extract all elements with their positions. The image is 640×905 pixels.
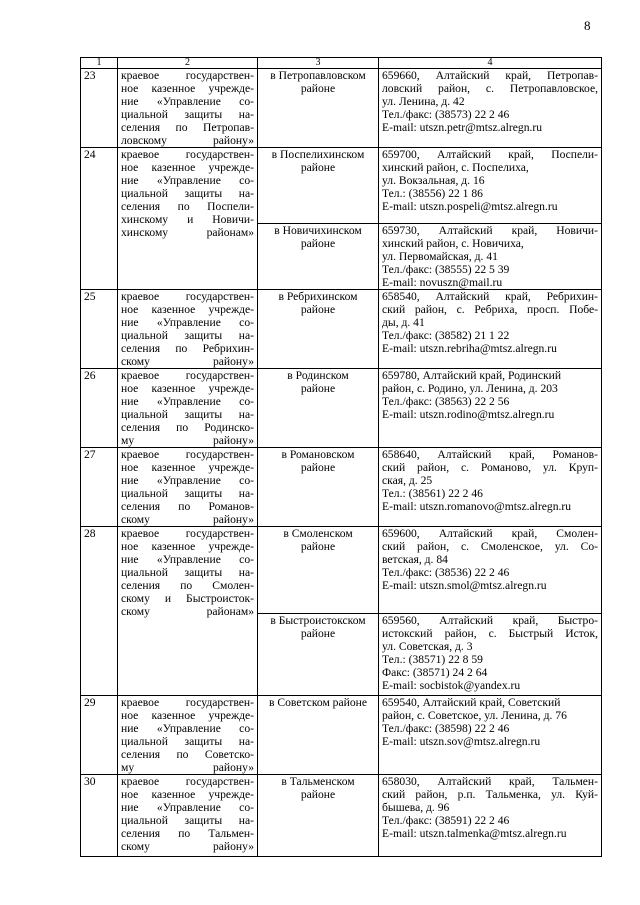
organization-line: краевое государствен-: [121, 69, 254, 82]
organization-cell: [118, 148, 258, 290]
email-line: E-mail: utszn.talmenka@mtsz.alregn.ru: [382, 827, 567, 840]
organization-line: циальной защиты на-: [121, 814, 254, 827]
phone-line: Факс: (38571) 24 2 64: [382, 666, 488, 679]
address-line: ул. Вокзальная, д. 16: [382, 174, 485, 187]
phone-line: Тел./факс: (38536) 22 2 46: [382, 566, 510, 579]
header-cell: 3: [258, 58, 379, 69]
district-cell: [258, 69, 379, 148]
row-number: 30: [81, 775, 118, 857]
district-cell: [258, 775, 379, 857]
district-line: в Поспелихинском: [271, 148, 365, 161]
organization-line: скому районам»: [121, 605, 254, 618]
address-line: 658640, Алтайский край, Романов-: [382, 448, 598, 461]
district-cell: [258, 448, 379, 527]
address-line: ский район, с. Ребриха, просп. Побе-: [382, 303, 598, 316]
phone-line: Тел./факс: (38598) 22 2 46: [382, 722, 510, 735]
organization-line: краевое государствен-: [121, 448, 254, 461]
address-cell: [379, 148, 602, 224]
district-cell: [258, 148, 379, 224]
organization-line: ние «Управление со-: [121, 474, 254, 487]
address-cell: [379, 527, 602, 614]
phone-line: Тел.: (38556) 22 1 86: [382, 187, 483, 200]
organization-line: краевое государствен-: [121, 290, 254, 303]
address-cell: [379, 614, 602, 696]
organization-line: скому и Быстроисток-: [121, 592, 254, 605]
organization-line: ние «Управление со-: [121, 174, 254, 187]
organization-line: ное казенное учрежде-: [121, 82, 254, 95]
district-line: районе: [300, 82, 336, 95]
organization-line: ное казенное учрежде-: [121, 788, 254, 801]
organization-line: селения по Романов-: [121, 500, 254, 513]
organization-line: ное казенное учрежде-: [121, 540, 254, 553]
address-line: ды, д. 41: [382, 316, 425, 329]
organization-line: скому району»: [121, 840, 254, 853]
email-line: E-mail: utszn.rodino@mtsz.alregn.ru: [382, 408, 555, 421]
phone-line: Тел.: (38571) 22 8 59: [382, 653, 483, 666]
district-line: в Быстроистокском: [270, 614, 366, 627]
organization-line: ние «Управление со-: [121, 395, 254, 408]
address-line: ул. Первомайская, д. 41: [382, 250, 498, 263]
district-line: районе: [300, 461, 336, 474]
row-number: 25: [81, 290, 118, 369]
organization-line: ние «Управление со-: [121, 95, 254, 108]
organization-cell: [118, 69, 258, 148]
row-number: 27: [81, 448, 118, 527]
organization-cell: [118, 527, 258, 696]
organization-line: му району»: [121, 761, 254, 774]
email-line: E-mail: utszn.pospeli@mtsz.alregn.ru: [382, 200, 558, 213]
header-cell: 1: [81, 58, 118, 69]
address-line: ский район, с. Романово, ул. Круп-: [382, 461, 598, 474]
address-cell: [379, 775, 602, 857]
email-line: E-mail: novuszn@mail.ru: [382, 276, 503, 289]
organization-cell: [118, 448, 258, 527]
organization-line: циальной защиты на-: [121, 108, 254, 121]
email-line: E-mail: utszn.rebriha@mtsz.alregn.ru: [382, 342, 557, 355]
page-number: 8: [584, 18, 591, 33]
row-number: 24: [81, 148, 118, 290]
organization-line: скому району»: [121, 513, 254, 526]
address-line: ул. Советская, д. 3: [382, 640, 473, 653]
organization-line: скому району»: [121, 355, 254, 368]
organization-line: ние «Управление со-: [121, 722, 254, 735]
organization-line: ние «Управление со-: [121, 553, 254, 566]
header-cell: 2: [118, 58, 258, 69]
address-line: 659730, Алтайский край, Новичи-: [382, 224, 598, 237]
email-line: E-mail: utszn.smol@mtsz.alregn.ru: [382, 579, 547, 592]
organization-line: селения по Ребрихин-: [121, 342, 254, 355]
district-line: в Новичихинском: [274, 224, 362, 237]
organization-line: селения по Петропав-: [121, 121, 254, 134]
phone-line: Тел.: (38561) 22 2 46: [382, 487, 483, 500]
district-line: районе: [300, 382, 336, 395]
address-line: район, с. Советское, ул. Ленина, д. 76: [382, 709, 567, 722]
phone-line: Тел./факс: (38555) 22 5 39: [382, 263, 510, 276]
address-cell: [379, 69, 602, 148]
address-line: 659780, Алтайский край, Родинский: [382, 369, 562, 382]
district-line: в Ребрихинском: [278, 290, 358, 303]
organization-line: ное казенное учрежде-: [121, 303, 254, 316]
email-line: E-mail: utszn.petr@mtsz.alregn.ru: [382, 121, 543, 134]
organization-cell: [118, 775, 258, 857]
phone-line: Тел./факс: (38563) 22 2 56: [382, 395, 510, 408]
organization-cell: [118, 290, 258, 369]
row-number: 26: [81, 369, 118, 448]
organization-line: циальной защиты на-: [121, 408, 254, 421]
header-cell: 4: [379, 58, 602, 69]
address-cell: [379, 696, 602, 775]
district-line: районе: [300, 788, 336, 801]
table-row: [81, 69, 602, 148]
district-line: районе: [300, 627, 336, 640]
email-line: E-mail: utszn.sov@mtsz.alregn.ru: [382, 735, 541, 748]
address-line: ский район, р.п. Тальменка, ул. Куй-: [382, 788, 598, 801]
table-row: [81, 148, 602, 224]
organization-line: му району»: [121, 434, 254, 447]
organization-line: циальной защиты на-: [121, 566, 254, 579]
table-row: [81, 775, 602, 857]
district-line: в Смоленском: [283, 527, 353, 540]
address-line: 659660, Алтайский край, Петропав-: [382, 69, 598, 82]
table-row: [81, 369, 602, 448]
organization-line: циальной защиты на-: [121, 487, 254, 500]
organization-line: ловскому району»: [121, 134, 254, 147]
district-line: в Тальменском: [281, 775, 355, 788]
address-line: ловский район, с. Петропавловское,: [382, 82, 598, 95]
phone-line: Тел./факс: (38573) 22 2 46: [382, 108, 510, 121]
organization-line: хинскому районам»: [121, 226, 254, 239]
email-line: E-mail: socbistok@yandex.ru: [382, 679, 521, 692]
address-line: хинский район, с. Новичиха,: [382, 237, 524, 250]
district-cell: [258, 290, 379, 369]
organization-cell: [118, 696, 258, 775]
address-line: ская, д. 25: [382, 474, 433, 487]
email-line: E-mail: utszn.romanovo@mtsz.alregn.ru: [382, 500, 572, 513]
address-line: 659600, Алтайский край, Смолен-: [382, 527, 598, 540]
organization-line: ние «Управление со-: [121, 316, 254, 329]
organization-line: селения по Родинско-: [121, 421, 254, 434]
address-cell: [379, 290, 602, 369]
organization-line: селения по Советско-: [121, 748, 254, 761]
organization-line: краевое государствен-: [121, 148, 254, 161]
phone-line: Тел./факс: (38591) 22 2 46: [382, 814, 510, 827]
table-row: [81, 696, 602, 775]
address-line: ул. Ленина, д. 42: [382, 95, 465, 108]
organization-line: краевое государствен-: [121, 369, 254, 382]
organization-line: селения по Поспели-: [121, 200, 254, 213]
address-line: ский район, с. Смоленское, ул. Со-: [382, 540, 598, 553]
row-number: 28: [81, 527, 118, 696]
address-line: хинский район, с. Поспелиха,: [382, 161, 529, 174]
row-number: 29: [81, 696, 118, 775]
organization-line: ное казенное учрежде-: [121, 382, 254, 395]
district-line: в Советском районе: [269, 696, 367, 709]
table-row: [81, 448, 602, 527]
organization-line: циальной защиты на-: [121, 735, 254, 748]
address-cell: [379, 448, 602, 527]
phone-line: Тел./факс: (38582) 21 1 22: [382, 329, 510, 342]
address-line: ветская, д. 84: [382, 553, 448, 566]
organization-line: краевое государствен-: [121, 775, 254, 788]
district-line: районе: [300, 303, 336, 316]
district-line: районе: [300, 161, 336, 174]
address-cell: [379, 369, 602, 448]
organization-line: ное казенное учрежде-: [121, 161, 254, 174]
district-line: в Петропавловском: [270, 69, 366, 82]
organization-line: хинскому и Новичи-: [121, 213, 254, 226]
address-line: бышева, д. 96: [382, 801, 450, 814]
offices-table: [80, 57, 602, 857]
table-row: [81, 290, 602, 369]
organization-line: селения по Тальмен-: [121, 827, 254, 840]
address-line: район, с. Родино, ул. Ленина, д. 203: [382, 382, 558, 395]
address-line: 659700, Алтайский край, Поспели-: [382, 148, 598, 161]
organization-line: ние «Управление со-: [121, 801, 254, 814]
district-cell: [258, 369, 379, 448]
row-number: 23: [81, 69, 118, 148]
table-row: [81, 527, 602, 614]
address-line: 659540, Алтайский край, Советский: [382, 696, 561, 709]
address-line: 659560, Алтайский край, Быстро-: [382, 614, 598, 627]
district-cell: [258, 527, 379, 614]
organization-line: краевое государствен-: [121, 696, 254, 709]
organization-cell: [118, 369, 258, 448]
organization-line: циальной защиты на-: [121, 329, 254, 342]
organization-line: циальной защиты на-: [121, 187, 254, 200]
organization-line: краевое государствен-: [121, 527, 254, 540]
address-line: 658540, Алтайский край, Ребрихин-: [382, 290, 598, 303]
district-line: районе: [300, 237, 336, 250]
address-line: 658030, Алтайский край, Тальмен-: [382, 775, 598, 788]
address-cell: [379, 224, 602, 290]
organization-line: ное казенное учрежде-: [121, 461, 254, 474]
district-line: в Романовском: [281, 448, 355, 461]
district-line: в Родинском: [287, 369, 349, 382]
address-line: истокский район, с. Быстрый Исток,: [382, 627, 598, 640]
organization-line: селения по Смолен-: [121, 579, 254, 592]
organization-line: ное казенное учрежде-: [121, 709, 254, 722]
district-line: районе: [300, 540, 336, 553]
table-header-row: [81, 58, 602, 69]
district-cell: [258, 696, 379, 775]
district-cell: [258, 614, 379, 696]
district-cell: [258, 224, 379, 290]
